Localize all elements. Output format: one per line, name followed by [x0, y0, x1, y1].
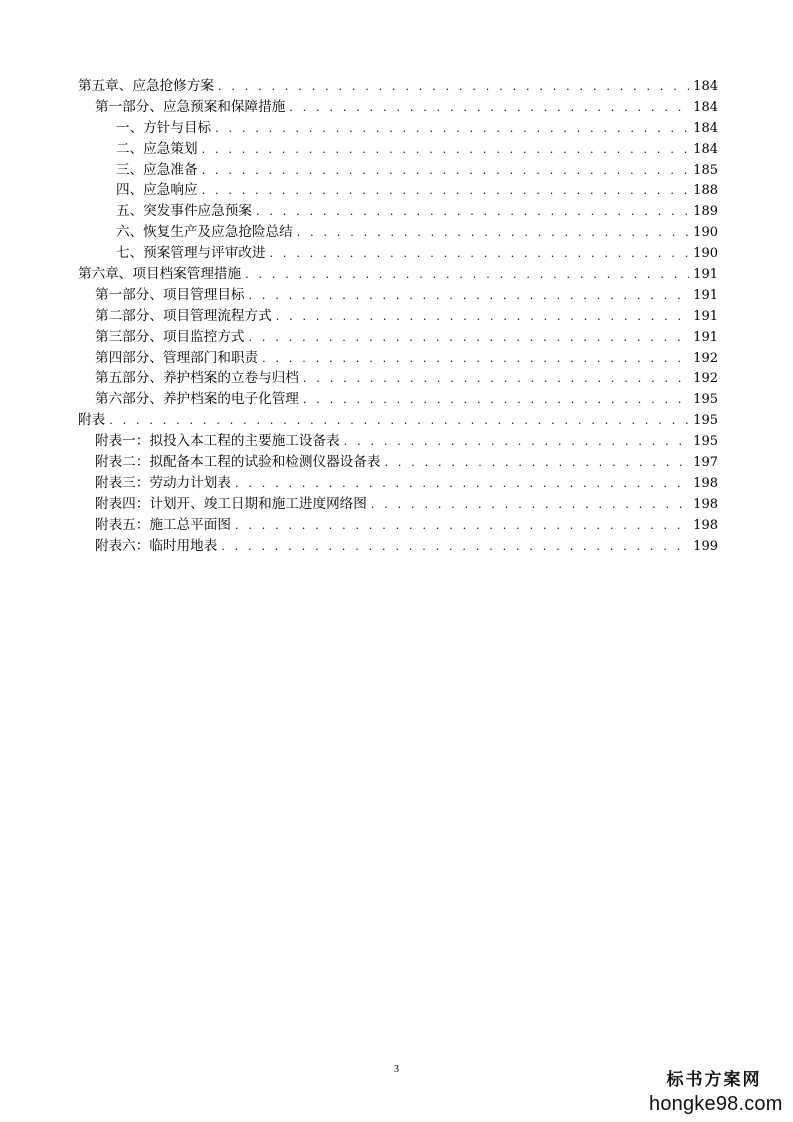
toc-dot-leader [276, 307, 689, 328]
toc-entry-title: 第一部分、应急预案和保障措施 [95, 98, 286, 115]
watermark-site-url: hongke98.com [649, 1093, 783, 1115]
toc-entry[interactable] [78, 473, 718, 494]
toc-entry-title: 四、应急响应 [116, 182, 198, 199]
toc-entry-page: 191 [693, 267, 718, 283]
toc-dot-leader [297, 223, 689, 244]
toc-entry-title: 附表一：拟投入本工程的主要施工设备表 [95, 433, 340, 450]
toc-entry-page: 195 [693, 413, 718, 429]
toc-entry-title: 附表五：施工总平面图 [95, 516, 231, 533]
toc-dot-leader [384, 453, 689, 474]
toc-entry[interactable] [78, 222, 718, 243]
toc-entry-title: 五、突发事件应急预案 [116, 203, 252, 220]
toc-entry-page: 198 [693, 517, 718, 533]
toc-entry[interactable] [78, 515, 718, 536]
toc-entry-page: 190 [693, 246, 718, 262]
toc-entry-title: 附表三：劳动力计划表 [95, 474, 231, 491]
toc-entry-page: 197 [693, 455, 718, 471]
toc-entry-page: 188 [693, 183, 718, 199]
toc-entry[interactable] [78, 536, 718, 557]
toc-entry-title: 二、应急策划 [116, 140, 198, 157]
toc-dot-leader [371, 495, 689, 516]
toc-entry-page: 184 [693, 79, 718, 94]
toc-entry-page: 192 [693, 350, 718, 366]
toc-dot-leader [218, 77, 689, 98]
toc-dot-leader [249, 286, 690, 307]
toc-dot-leader [270, 244, 690, 265]
toc-entry[interactable] [78, 285, 718, 306]
toc-entry[interactable] [78, 139, 718, 160]
toc-dot-leader [235, 474, 689, 495]
toc-entry[interactable] [78, 243, 718, 264]
toc-entry[interactable] [78, 431, 718, 452]
toc-entry-title: 一、方针与目标 [116, 119, 212, 136]
toc-dot-leader [235, 516, 689, 537]
toc-entry-page: 189 [693, 204, 718, 220]
page-number: 3 [394, 1064, 399, 1075]
toc-entry-page: 191 [693, 308, 718, 324]
toc-entry-page: 184 [693, 120, 718, 136]
toc-entry[interactable] [78, 180, 718, 201]
toc-entry[interactable] [78, 160, 718, 181]
toc-entry-page: 195 [693, 434, 718, 450]
toc-entry[interactable] [78, 348, 718, 369]
toc-entry-title: 附表四：计划开、竣工日期和施工进度网络图 [95, 495, 367, 512]
toc-entry-title: 第二部分、项目管理流程方式 [95, 307, 272, 324]
toc-entry[interactable] [78, 201, 718, 222]
toc-dot-leader [202, 161, 690, 182]
toc-entry-page: 184 [693, 99, 718, 115]
watermark-site-name: 标书方案网 [666, 1070, 762, 1090]
toc-entry-title: 第三部分、项目监控方式 [95, 328, 245, 345]
toc-entry-page: 191 [693, 287, 718, 303]
toc-entry-page: 199 [693, 538, 718, 554]
toc-dot-leader [215, 119, 689, 140]
toc-entry-title: 六、恢复生产及应急抢险总结 [116, 224, 293, 241]
toc-dot-leader [344, 432, 689, 453]
toc-entry-page: 190 [693, 225, 718, 241]
toc-dot-leader [221, 537, 689, 558]
table-of-contents [78, 76, 718, 556]
toc-entry-title: 第一部分、项目管理目标 [95, 286, 245, 303]
toc-entry-title: 第六部分、养护档案的电子化管理 [95, 391, 299, 408]
toc-entry-title: 附表六：临时用地表 [95, 537, 218, 554]
toc-entry-title: 三、应急准备 [116, 161, 198, 178]
toc-dot-leader [202, 140, 690, 161]
toc-entry[interactable] [78, 327, 718, 348]
toc-entry-page: 198 [693, 475, 718, 491]
toc-entry[interactable] [78, 452, 718, 473]
toc-entry[interactable] [78, 76, 718, 97]
toc-dot-leader [256, 202, 689, 223]
toc-dot-leader [109, 411, 689, 432]
toc-entry[interactable] [78, 97, 718, 118]
toc-entry-page: 192 [693, 371, 718, 387]
toc-entry-title: 第五部分、养护档案的立卷与归档 [95, 370, 299, 387]
toc-entry[interactable] [78, 306, 718, 327]
toc-dot-leader [245, 265, 689, 286]
toc-entry-title: 附表 [78, 412, 106, 429]
toc-entry[interactable] [78, 410, 718, 431]
watermark-logo [649, 1068, 783, 1116]
toc-entry-page: 198 [693, 496, 718, 512]
toc-entry-page: 191 [693, 329, 718, 345]
toc-entry[interactable] [78, 494, 718, 515]
toc-dot-leader [202, 181, 690, 202]
toc-entry[interactable] [78, 368, 718, 389]
toc-entry-title: 第六章、项目档案管理措施 [78, 266, 242, 283]
toc-entry[interactable] [78, 389, 718, 410]
toc-entry-title: 第四部分、管理部门和职责 [95, 349, 259, 366]
toc-entry-title: 七、预案管理与评审改进 [116, 245, 266, 262]
toc-entry-title: 附表二：拟配备本工程的试验和检测仪器设备表 [95, 454, 381, 471]
toc-dot-leader [262, 349, 689, 370]
toc-entry-page: 184 [693, 141, 718, 157]
toc-entry[interactable] [78, 118, 718, 139]
toc-dot-leader [303, 369, 689, 390]
toc-dot-leader [249, 328, 690, 349]
toc-entry-page: 195 [693, 392, 718, 408]
toc-entry-page: 185 [693, 162, 718, 178]
toc-dot-leader [289, 98, 689, 119]
toc-dot-leader [303, 390, 689, 411]
toc-entry-title: 第五章、应急抢修方案 [78, 78, 214, 94]
toc-entry[interactable] [78, 264, 718, 285]
